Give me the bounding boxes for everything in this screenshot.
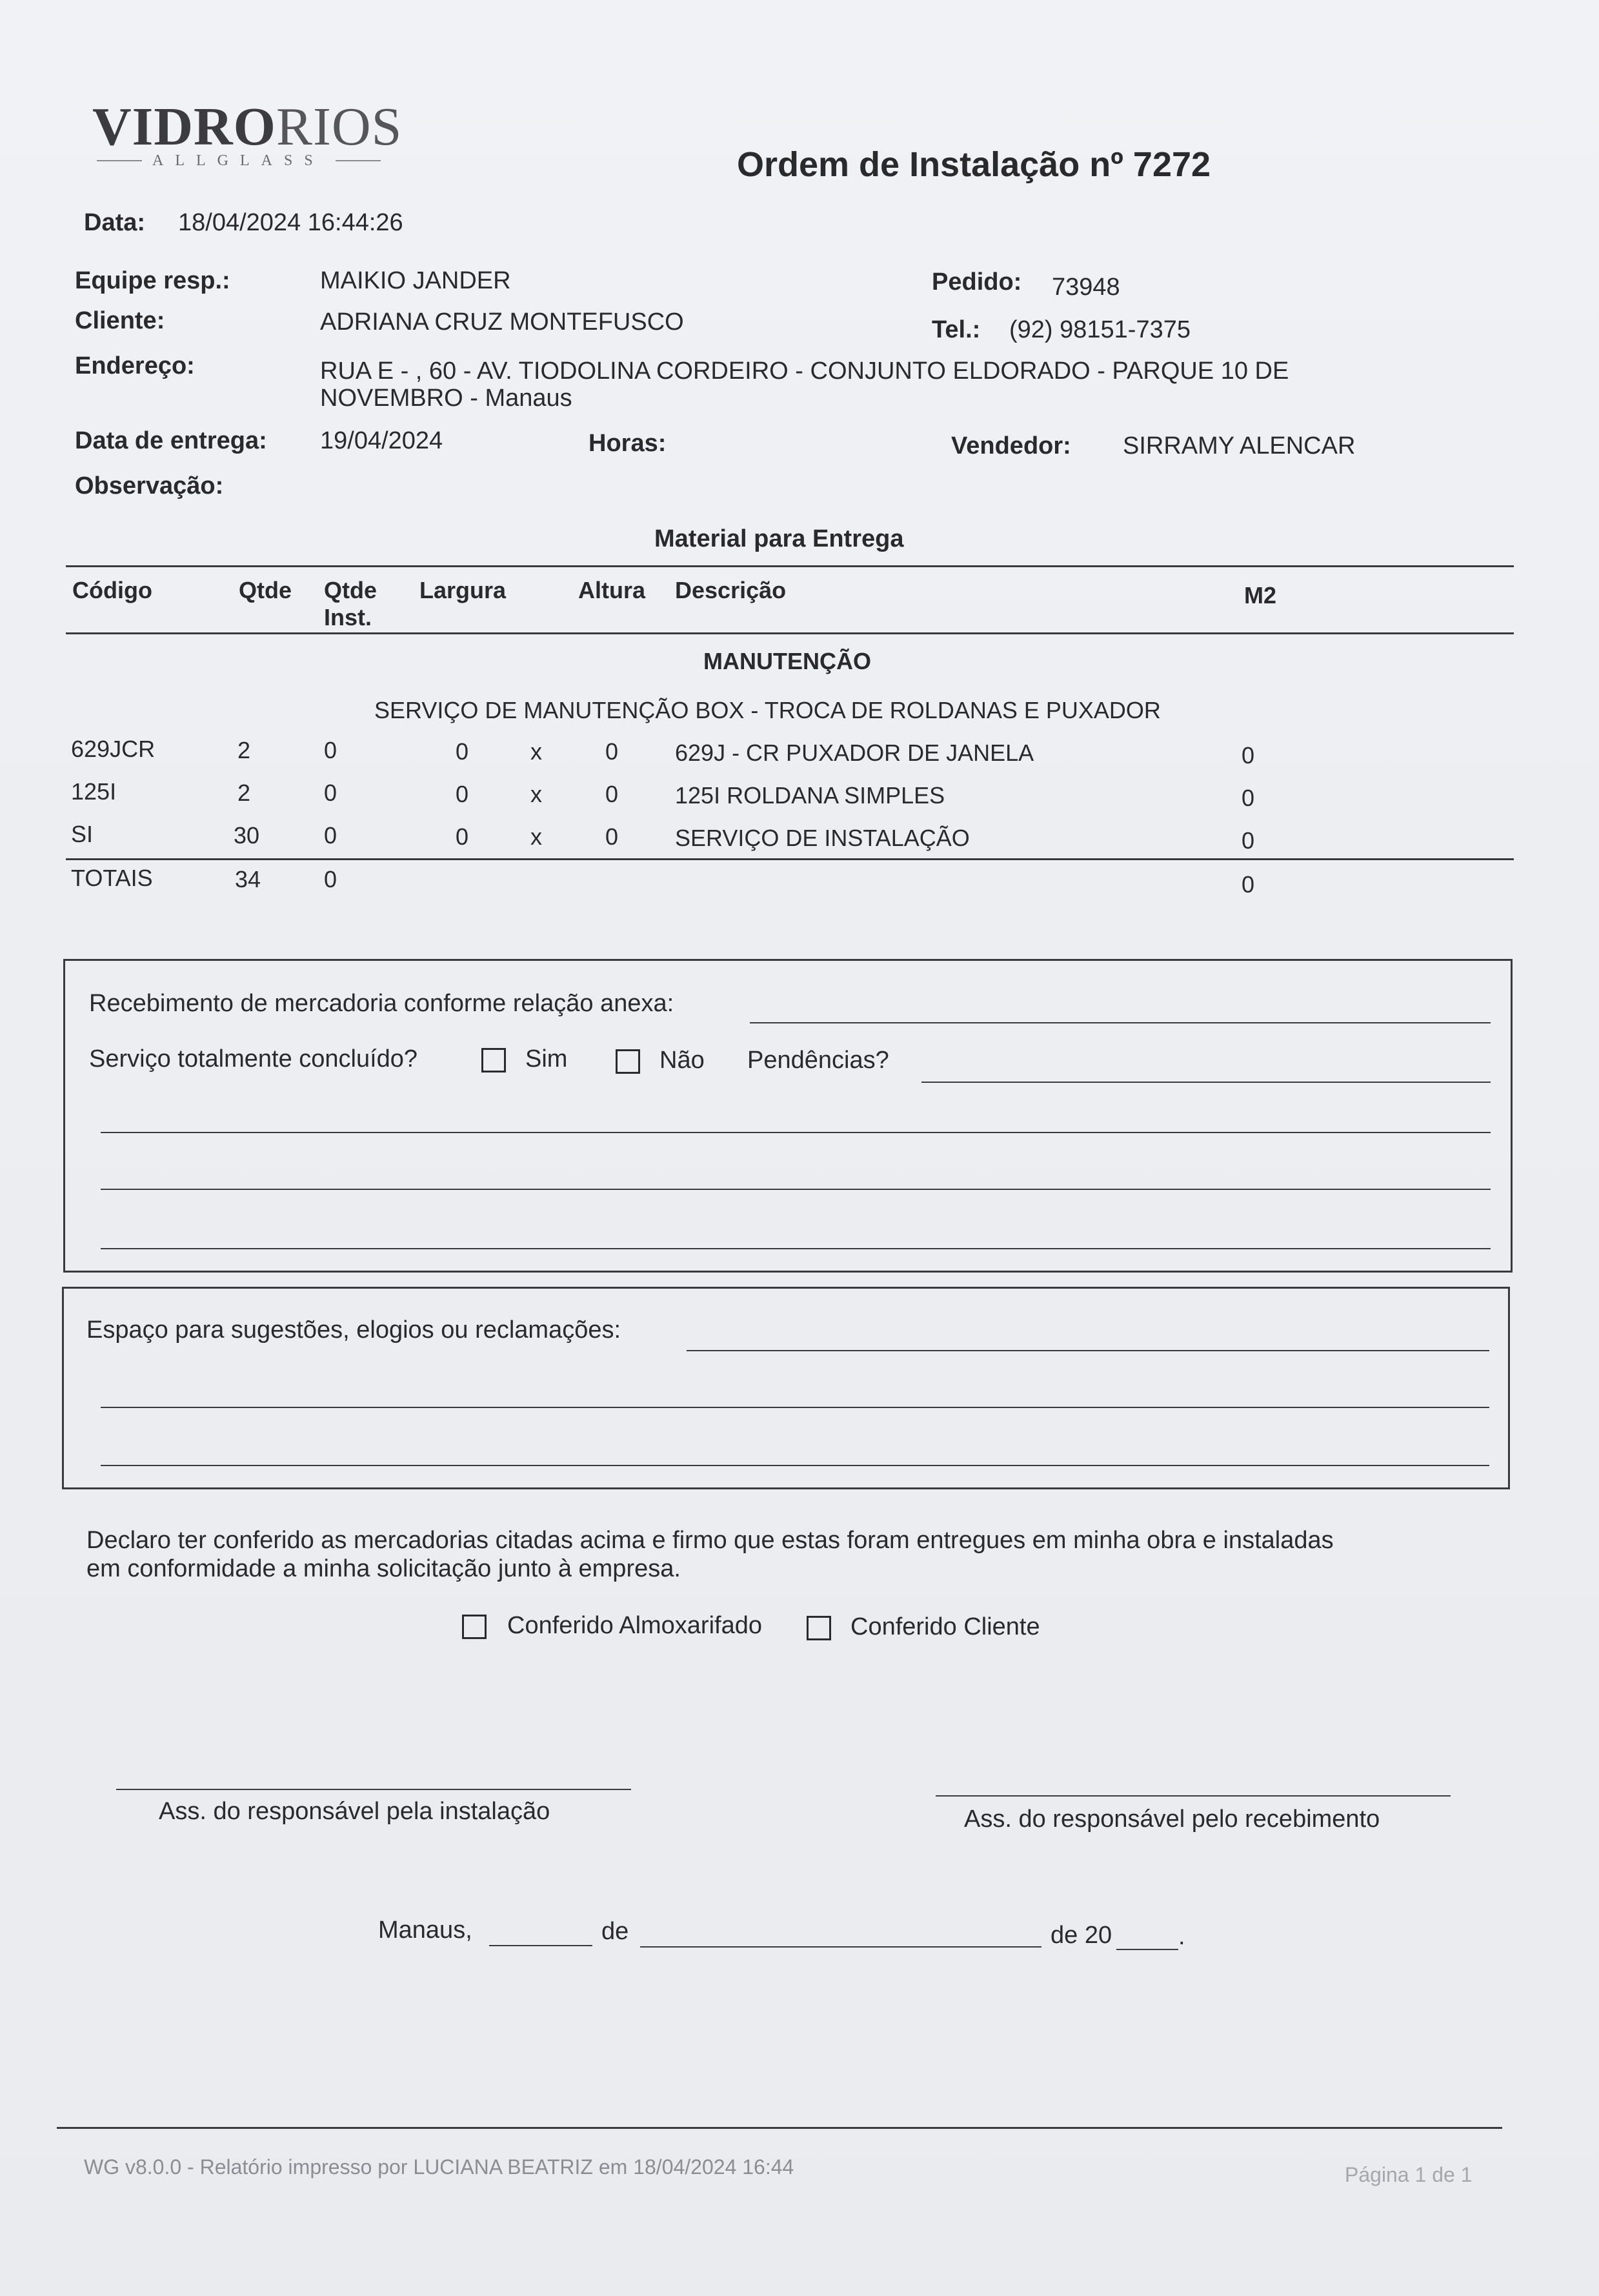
date-value: 18/04/2024 16:44:26: [178, 209, 403, 236]
document-title: Ordem de Instalação nº 7272: [737, 145, 1211, 184]
row-height: 0: [605, 823, 619, 850]
group-title: MANUTENÇÃO: [703, 648, 871, 674]
col-header-height: Altura: [578, 577, 646, 603]
pending-label: Pendências?: [747, 1047, 889, 1074]
no-checkbox[interactable]: [616, 1049, 640, 1074]
place-de-2: de 20: [1051, 1922, 1112, 1949]
place-city: Manaus,: [378, 1917, 472, 1944]
receiver-signature-line[interactable]: [936, 1795, 1451, 1797]
company-logo: [92, 96, 402, 158]
logo-tagline: ALLGLASS: [152, 152, 325, 169]
address-label: Endereço:: [75, 352, 195, 379]
row-code: 629JCR: [71, 736, 156, 762]
receiver-signature-label: Ass. do responsável pelo recebimento: [964, 1806, 1380, 1833]
table-top-rule: [66, 565, 1514, 567]
installer-signature-line[interactable]: [116, 1789, 631, 1790]
no-label: Não: [659, 1047, 705, 1074]
logo-rule-left: [97, 160, 142, 161]
totals-label: TOTAIS: [71, 865, 153, 891]
footer-rule: [57, 2127, 1502, 2129]
team-label: Equipe resp.:: [75, 267, 230, 294]
delivery-date-value: 19/04/2024: [320, 427, 443, 454]
suggestions-notes-line[interactable]: [101, 1407, 1489, 1408]
service-done-label: Serviço totalmente concluído?: [89, 1045, 418, 1072]
phone-value: (92) 98151-7375: [1009, 316, 1191, 343]
row-qty-inst: 0: [324, 780, 337, 806]
observation-label: Observação:: [75, 472, 224, 499]
col-header-width: Largura: [419, 577, 507, 603]
suggestions-label: Espaço para sugestões, elogios ou reclamações:: [86, 1316, 621, 1344]
team-value: MAIKIO JANDER: [320, 267, 511, 294]
phone-label: Tel.:: [932, 316, 981, 343]
row-description: 629J - CR PUXADOR DE JANELA: [675, 740, 1034, 766]
col-header-qty-inst-2: Inst.: [324, 604, 372, 630]
col-header-qty: Qtde: [239, 577, 292, 603]
col-header-m2: M2: [1244, 582, 1277, 609]
table-totals-rule: [66, 858, 1514, 860]
row-code: SI: [71, 821, 94, 847]
installer-signature-label: Ass. do responsável pela instalação: [159, 1798, 550, 1825]
delivery-date-label: Data de entrega:: [75, 427, 267, 454]
row-qty: 2: [237, 780, 251, 806]
address-line-1: RUA E - , 60 - AV. TIODOLINA CORDEIRO - CONJUNTO ELDORADO - PARQUE 10 DE: [320, 357, 1289, 385]
client-checked-label: Conferido Cliente: [850, 1613, 1040, 1640]
subgroup-title: SERVIÇO DE MANUTENÇÃO BOX - TROCA DE ROLDANAS E PUXADOR: [374, 697, 1161, 723]
col-header-description: Descrição: [675, 577, 787, 603]
receipt-notes-line[interactable]: [101, 1132, 1491, 1133]
year-input-line[interactable]: [1116, 1949, 1178, 1950]
client-label: Cliente:: [75, 307, 165, 334]
row-code: 125I: [71, 778, 117, 805]
totals-qty: 34: [235, 866, 261, 892]
order-label: Pedido:: [932, 268, 1022, 296]
place-de-1: de: [601, 1918, 629, 1945]
yes-label: Sim: [525, 1045, 568, 1072]
row-m2: 0: [1242, 742, 1255, 769]
suggestions-input-line[interactable]: [687, 1350, 1489, 1351]
logo-light-text: RIOS: [276, 97, 403, 157]
row-qty-inst: 0: [324, 737, 337, 763]
row-times: x: [530, 738, 542, 765]
col-header-qty-inst-1: Qtde: [324, 577, 377, 603]
pending-input-line[interactable]: [921, 1082, 1491, 1083]
seller-label: Vendedor:: [951, 432, 1071, 459]
seller-value: SIRRAMY ALENCAR: [1123, 432, 1356, 459]
receipt-notes-line[interactable]: [101, 1248, 1491, 1249]
table-section-title: Material para Entrega: [654, 525, 904, 552]
totals-qty-inst: 0: [324, 866, 337, 892]
receipt-input-line[interactable]: [750, 1022, 1491, 1023]
totals-m2: 0: [1242, 871, 1255, 898]
col-header-code: Código: [72, 577, 152, 603]
suggestions-notes-line[interactable]: [101, 1465, 1489, 1466]
footer-page-number: Página 1 de 1: [1345, 2163, 1473, 2186]
declaration-line-1: Declaro ter conferido as mercadorias citadas acima e firmo que estas foram entregues em minha obra e instaladas: [86, 1527, 1334, 1554]
row-width: 0: [456, 738, 469, 765]
warehouse-checked-checkbox[interactable]: [462, 1615, 487, 1639]
row-qty: 30: [234, 822, 260, 849]
warehouse-checked-label: Conferido Almoxarifado: [507, 1612, 762, 1639]
logo-bold-text: VIDRO: [92, 97, 277, 157]
declaration-line-2: em conformidade a minha solicitação junto à empresa.: [86, 1555, 681, 1582]
logo-rule-right: [336, 160, 381, 161]
order-value: 73948: [1052, 274, 1120, 301]
month-input-line[interactable]: [640, 1946, 1041, 1948]
client-checked-checkbox[interactable]: [807, 1616, 831, 1640]
row-width: 0: [456, 823, 469, 850]
row-times: x: [530, 781, 542, 807]
row-width: 0: [456, 781, 469, 807]
yes-checkbox[interactable]: [481, 1048, 506, 1072]
address-line-2: NOVEMBRO - Manaus: [320, 385, 572, 412]
day-input-line[interactable]: [489, 1945, 592, 1946]
row-height: 0: [605, 738, 619, 765]
row-m2: 0: [1242, 785, 1255, 811]
row-qty: 2: [237, 737, 251, 763]
footer-print-info: WG v8.0.0 - Relatório impresso por LUCIANA BEATRIZ em 18/04/2024 16:44: [84, 2155, 794, 2179]
row-description: SERVIÇO DE INSTALAÇÃO: [675, 825, 970, 851]
table-header-rule: [66, 632, 1514, 634]
row-times: x: [530, 823, 542, 850]
row-m2: 0: [1242, 827, 1255, 854]
date-label: Data:: [84, 209, 146, 236]
row-description: 125I ROLDANA SIMPLES: [675, 782, 945, 809]
client-value: ADRIANA CRUZ MONTEFUSCO: [320, 308, 684, 336]
row-height: 0: [605, 781, 619, 807]
place-end: .: [1178, 1923, 1185, 1950]
receipt-label: Recebimento de mercadoria conforme relação anexa:: [89, 990, 674, 1017]
receipt-notes-line[interactable]: [101, 1189, 1491, 1190]
row-qty-inst: 0: [324, 822, 337, 849]
hours-label: Horas:: [588, 430, 667, 457]
